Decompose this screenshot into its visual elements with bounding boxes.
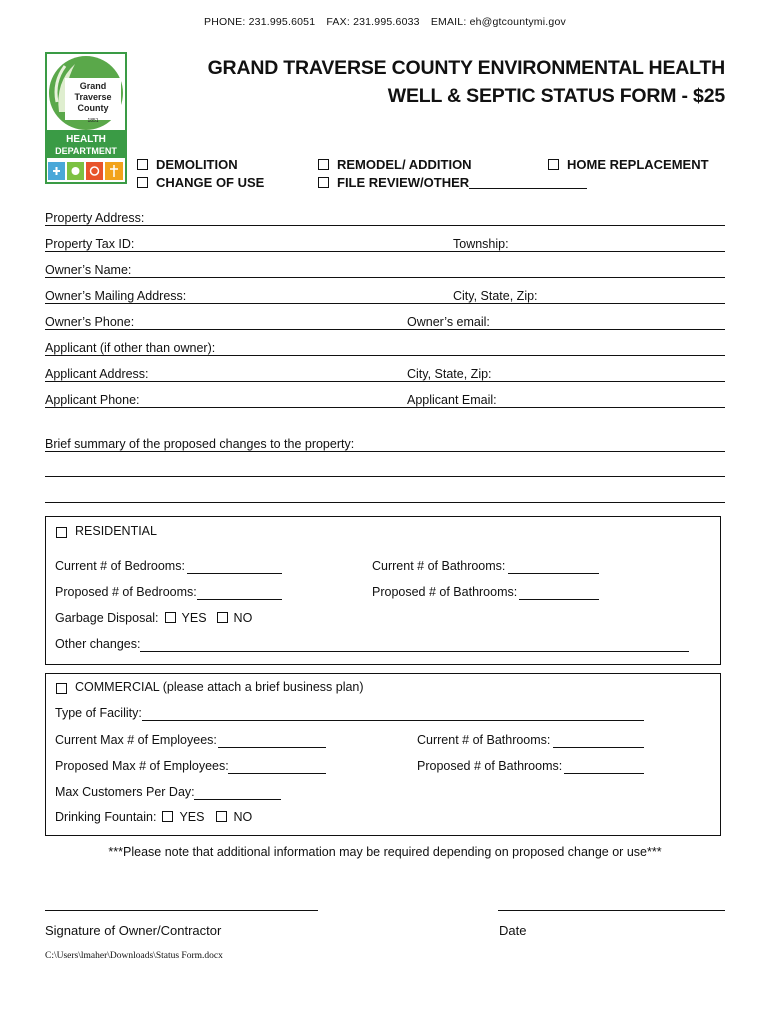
summary-field-2[interactable] (45, 462, 725, 477)
logo-text-health: HEALTH (66, 134, 106, 145)
garbage-disposal-row (55, 611, 252, 625)
owner-signature-label: Signature of Owner/Contractor (45, 923, 222, 938)
date-label: Date (499, 923, 527, 938)
current-bedrooms-field[interactable] (187, 559, 282, 574)
change-of-use-option[interactable] (137, 175, 264, 190)
summary-label: Brief summary of the proposed changes to the property: (45, 437, 355, 451)
garbage-yes-checkbox[interactable] (165, 612, 176, 623)
fountain-no-label: NO (233, 810, 253, 824)
applicant-address-label: Applicant Address: (45, 367, 149, 381)
commercial-checkbox[interactable] (56, 683, 67, 694)
logo-text-traverse: Traverse (74, 92, 112, 102)
commercial-option[interactable] (56, 680, 364, 694)
file-path-footer: C:\Users\lmaher\Downloads\Status Form.docx (45, 951, 223, 961)
fax-text: FAX: 231.995.6033 (326, 16, 420, 28)
owners-email-label: Owner’s email: (407, 315, 490, 329)
logo-text-county: County (77, 103, 109, 113)
fountain-yes-checkbox[interactable] (162, 811, 173, 822)
garbage-no-checkbox[interactable] (217, 612, 228, 623)
proposed-max-employees-label: Proposed Max # of Employees: (55, 759, 229, 773)
current-max-employees-label: Current Max # of Employees: (55, 733, 217, 747)
logo-text-year: 1851 (87, 118, 99, 124)
max-customers-field[interactable] (194, 785, 281, 800)
file-review-line[interactable] (469, 176, 587, 189)
township-label: Township: (453, 237, 509, 251)
remodel-label: REMODEL/ ADDITION (337, 157, 472, 172)
applicant-email-label: Applicant Email: (407, 393, 497, 407)
proposed-bedrooms-label: Proposed # of Bedrooms: (55, 585, 197, 599)
demolition-option[interactable] (137, 157, 238, 172)
home-replacement-option[interactable] (548, 157, 709, 172)
other-changes-field[interactable] (140, 637, 689, 652)
applicant-label: Applicant (if other than owner): (45, 341, 216, 355)
applicant-phone-label: Applicant Phone: (45, 393, 140, 407)
fountain-yes-label: YES (179, 810, 205, 824)
com-current-bathrooms-label: Current # of Bathrooms: (417, 733, 551, 747)
demolition-label: DEMOLITION (156, 157, 238, 172)
residential-option[interactable] (56, 524, 157, 538)
remodel-checkbox[interactable] (318, 159, 329, 170)
other-changes-label: Other changes: (55, 637, 141, 651)
file-review-label: FILE REVIEW/OTHER (337, 175, 470, 190)
change-of-use-label: CHANGE OF USE (156, 175, 265, 190)
max-customers-label: Max Customers Per Day: (55, 785, 195, 799)
type-of-facility-label: Type of Facility: (55, 706, 142, 720)
com-current-bathrooms-field[interactable] (553, 733, 644, 748)
type-of-facility-field[interactable] (142, 706, 644, 721)
drinking-fountain-label: Drinking Fountain: (55, 810, 157, 824)
title-line-2: WELL & SEPTIC STATUS FORM - $25 (387, 85, 725, 107)
res-current-bathrooms-label: Current # of Bathrooms: (372, 559, 506, 573)
change-of-use-checkbox[interactable] (137, 177, 148, 188)
drinking-fountain-row (55, 810, 252, 824)
owners-phone-label: Owner’s Phone: (45, 315, 135, 329)
property-tax-id-label: Property Tax ID: (45, 237, 135, 251)
owners-name-label: Owner’s Name: (45, 263, 132, 277)
owners-name-field[interactable] (45, 263, 725, 278)
title-line-1: GRAND TRAVERSE COUNTY ENVIRONMENTAL HEALTH (207, 57, 725, 79)
file-review-checkbox[interactable] (318, 177, 329, 188)
home-replacement-label: HOME REPLACEMENT (567, 157, 709, 172)
applicant-city-label: City, State, Zip: (407, 367, 492, 381)
com-proposed-bathrooms-label: Proposed # of Bathrooms: (417, 759, 563, 773)
res-proposed-bathrooms-label: Proposed # of Bathrooms: (372, 585, 518, 599)
remodel-option[interactable] (318, 157, 472, 172)
residential-checkbox[interactable] (56, 527, 67, 538)
phone-text: PHONE: 231.995.6051 (204, 16, 316, 28)
contact-line (0, 16, 770, 28)
applicant-phone-field[interactable] (45, 393, 725, 408)
additional-info-note: ***Please note that additional information may be required depending on proposed change or use*** (108, 845, 662, 859)
current-bedrooms-label: Current # of Bedrooms: (55, 559, 185, 573)
proposed-bedrooms-field[interactable] (197, 585, 282, 600)
current-max-employees-field[interactable] (218, 733, 326, 748)
owners-mailing-label: Owner’s Mailing Address: (45, 289, 187, 303)
file-review-option[interactable] (318, 175, 587, 190)
summary-field-3[interactable] (45, 488, 725, 503)
residential-heading: RESIDENTIAL (75, 524, 157, 538)
res-current-bathrooms-field[interactable] (508, 559, 599, 574)
logo-text-department: DEPARTMENT (55, 146, 117, 156)
logo-text-grand: Grand (79, 81, 107, 91)
res-proposed-bathrooms-field[interactable] (519, 585, 599, 600)
garbage-disposal-label: Garbage Disposal: (55, 611, 159, 625)
email-text: EMAIL: eh@gtcountymi.gov (430, 16, 566, 28)
commercial-heading: COMMERCIAL (please attach a brief business plan) (75, 680, 364, 694)
home-replacement-checkbox[interactable] (548, 159, 559, 170)
demolition-checkbox[interactable] (137, 159, 148, 170)
owner-city-label: City, State, Zip: (453, 289, 538, 303)
owners-phone-field[interactable] (45, 315, 725, 330)
garbage-no-label: NO (233, 611, 253, 625)
com-proposed-bathrooms-field[interactable] (564, 759, 644, 774)
property-tax-id-field[interactable] (45, 237, 725, 252)
property-address-label: Property Address: (45, 211, 145, 225)
date-field[interactable] (498, 896, 725, 911)
property-address-field[interactable] (45, 211, 725, 226)
proposed-max-employees-field[interactable] (228, 759, 326, 774)
form-title (208, 54, 725, 110)
owner-signature-field[interactable] (45, 896, 318, 911)
health-department-logo (45, 52, 127, 184)
fountain-no-checkbox[interactable] (216, 811, 227, 822)
logo-graphic (45, 52, 127, 184)
garbage-yes-label: YES (181, 611, 207, 625)
